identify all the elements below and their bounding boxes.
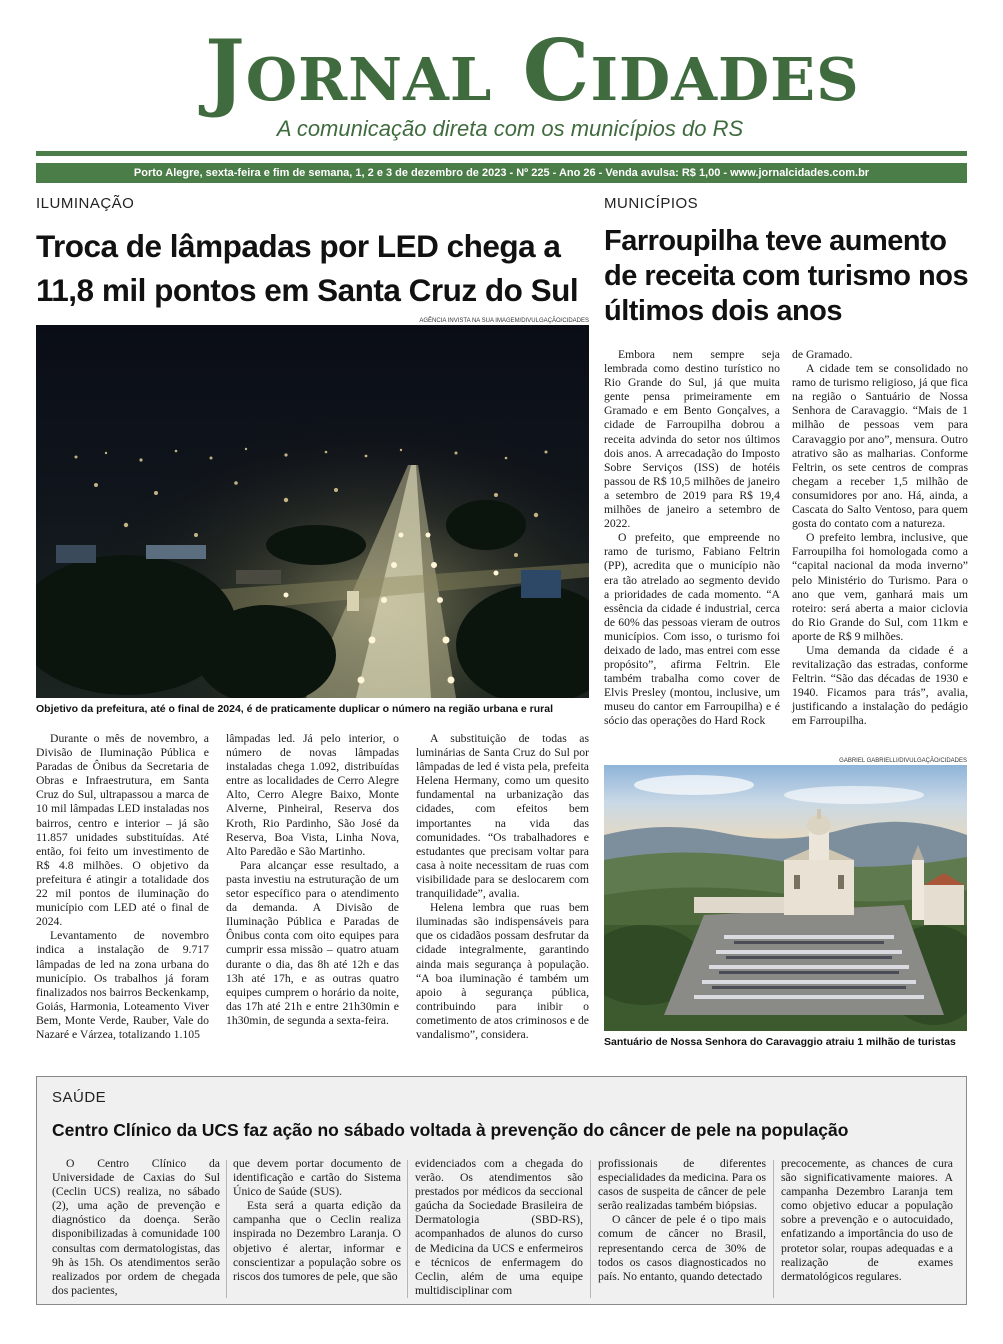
photo-caption-lighting: Objetivo da prefeitura, até o final de 2024, é de praticamente duplicar o número na região urbana e rural <box>36 703 553 715</box>
paragraph: Embora nem sempre seja lembrada como destino turístico no Rio Grande do Sul, já que muita gente pensa primeiramente em Gramado e em Bento Gonçalves, a cidade de Farroupilha dobrou a receita advinda do setor nos últimos dois anos. A arrecadação do Imposto Sobre Serviços (ISS) de hotéis passou de R$ 10,5 milhões de janeiro a setembro de 2019 para R$ 19,4 milhões de janeiro a setembro de 2022. <box>604 348 780 531</box>
health-column-1 <box>52 1157 220 1298</box>
newspaper-title: Jornal Cidades <box>205 21 860 120</box>
health-column-4 <box>598 1157 766 1284</box>
paragraph: Uma demanda da cidade é a revitalização das estradas, conforme Feltrin. “São das décadas de 1930 e 1940. Ficamos para trás”, avalia, justificando a instalação do pedágio em Farroupilha. <box>792 643 968 728</box>
paragraph: O Centro Clínico da Universidade de Caxias do Sul (Ceclin UCS) realiza, no sábado (2), uma ação de prevenção e diagnóstico da doença. Serão disponibilizadas à comunidade 100 consultas com dermatologistas, das 9h às 15h. Os atendimentos serão realizados por ordem de chegada dos pacientes, <box>52 1157 220 1297</box>
article-column-4 <box>604 348 780 729</box>
health-column-3 <box>415 1157 583 1298</box>
article-column-2 <box>226 732 399 1028</box>
paragraph: O câncer de pele é o tipo mais comum de câncer no Brasil, representando cerca de 30% de todos os casos diagnosticados no país. No entanto, quando detectado <box>598 1213 766 1283</box>
column-divider <box>590 1160 591 1298</box>
article-column-3 <box>416 732 589 1042</box>
headline-lighting: Troca de lâmpadas por LED chega a 11,8 mil pontos em Santa Cruz do Sul <box>36 228 579 308</box>
photo-credit-lighting: AGÊNCIA INVISTA NA SUA IMAGEM/DIVULGAÇÃO/CIDADES <box>419 318 589 324</box>
article-column-5 <box>792 348 968 729</box>
paragraph: lâmpadas led. Já pelo interior, o número de novas lâmpadas instaladas chega 1.092, distribuídas entre as localidades de Cerro Alegre Alto, Cerro Alegre Baixo, Monte Alverne, Pinheiral, Reserva dos Kroth, Rio Pardinho, São José da Reserva, Boa Vista, Linha Nova, Alto Paredão e São Martinho. <box>226 732 399 858</box>
paragraph: Esta será a quarta edição da campanha que o Ceclin realiza inspirada no Dezembro Laranja. O objetivo é alertar, informar e conscientizar a população sobre os riscos dos tumores de pele, que são <box>233 1199 401 1283</box>
dateline-bar: Porto Alegre, sexta-feira e fim de semana, 1, 2 e 3 de dezembro de 2023 - Nº 225 - Ano 26 - Venda avulsa: R$ 1,00 - www.jornalcidades.com.br <box>36 163 967 183</box>
sanctuary-aerial-photo <box>604 765 967 1031</box>
photo-credit-tourism: GABRIEL GABRIELLI/DIVULGAÇÃO/CIDADES <box>839 758 967 764</box>
article-column-1 <box>36 732 209 1042</box>
newspaper-tagline: A comunicação direta com os municípios do RS <box>276 116 744 141</box>
paragraph: A substituição de todas as luminárias de Santa Cruz do Sul por lâmpadas de led é vista pela, prefeita Helena Hermany, como um quesito fundamental na urbanização das cidades, com efeitos bem importantes na vida das comunidades. “Os trabalhadores e estudantes que precisam voltar para casa à noite necessitam de ruas com visibilidade para se deslocarem com tranquilidade”, avalia. <box>416 732 589 901</box>
section-label-health: SAÚDE <box>52 1089 107 1106</box>
headline-tourism: Farroupilha teve aumento de receita com turismo nos últimos dois anos <box>604 225 969 327</box>
column-divider <box>773 1160 774 1298</box>
paragraph: Levantamento de novembro indica a instalação de 9.717 lâmpadas de led na zona urbana do município. Os trabalhos já foram finalizados nos bairros Beckenkamp, Goiás, Harmonia, Loteamento Viver Bem, Monte Verde, Rauber, Vale do Nazaré e Várzea, totalizando 1.105 <box>36 929 209 1041</box>
paragraph: Durante o mês de novembro, a Divisão de Iluminação Pública e Paradas de Ônibus da Secretaria de Obras e Infraestrutura, em Santa Cruz do Sul, ultrapassou a marca de 10 mil lâmpadas LED instaladas nos bairros, centro e interior – já são 11.857 unidades substituídas. Até então, foi feito um investimento de R$ 4.8 milhões. O objetivo da prefeitura é atingir a totalidade dos 22 mil pontos de iluminação do município com LED até o final de 2024. <box>36 732 209 929</box>
paragraph: O prefeito, que empreende no ramo de turismo, Fabiano Feltrin (PP), acredita que o município não era tão atrelado ao segmento devido a prioridades de cada momento. “A essência da cidade é industrial, cerca de 60% das pessoas vieram de outros municípios. Com isso, o turismo foi deixado de lado, mas entrei com esse propósito”, afirma Feltrin. Ele também trabalha como cover de Elvis Presley (montou, inclusive, um museu do cantor em Farroupilha) e é sócio das operações do Hard Rock <box>604 531 780 728</box>
paragraph: que devem portar documento de identificação e cartão do Sistema Único de Saúde (SUS). <box>233 1157 401 1199</box>
photo-caption-tourism: Santuário de Nossa Senhora do Caravaggio atraiu 1 milhão de turistas <box>604 1036 956 1048</box>
paragraph: A cidade tem se consolidado no ramo de turismo religioso, já que fica na região o Santuário de Nossa Senhora de Caravaggio. “Mais de 1 milhão de pessoas vem para Caravaggio por ano”, mensura. Outro atrativo são as malharias. Conforme Feltrin, os sete centros de compras chegam a receber 1,5 milhão de consumidores por ano. Há, ainda, a Cascata do Salto Ventoso, para quem gosta do contato com a natureza. <box>792 362 968 531</box>
masthead-rule <box>36 151 967 156</box>
column-divider <box>407 1160 408 1298</box>
paragraph: de Gramado. <box>792 348 853 361</box>
paragraph: Helena lembra que ruas bem iluminadas são indispensáveis para que os cidadãos possam desfrutar da cidade integralmente, garantindo ainda mais segurança à população. “A boa iluminação é também um apoio à segurança pública, contribuindo para inibir o cometimento de atos criminosos e de vandalismo”, considera. <box>416 901 589 1041</box>
health-column-2 <box>233 1157 401 1284</box>
section-label-municipalities: MUNICÍPIOS <box>604 195 699 212</box>
paragraph: precocemente, as chances de cura são significativamente maiores. A campanha Dezembro Laranja tem como objetivo educar a população sobre a prevenção e o autocuidado, enfatizando a importância do uso de protetor solar, roupas adequadas e a realização de exames dermatológicos regulares. <box>781 1157 953 1283</box>
paragraph: profissionais de diferentes especialidades da medicina. Para os casos de suspeita de câncer de pele serão realizadas também biópsias. <box>598 1157 766 1213</box>
paragraph: Para alcançar esse resultado, a pasta investiu na estruturação de um setor específico para o atendimento da demanda. A Divisão de Iluminação Pública e Paradas de Ônibus conta com oito equipes para cumprir essa missão – quatro atuam durante o dia, das 8h até 12h e das 13h até 17h, e as outras quatro equipes cumprem o horário da noite, das 17h até 21h e entre 21h30min e 1h30min, de segunda a sexta-feira. <box>226 858 399 1027</box>
section-label-lighting: ILUMINAÇÃO <box>36 195 135 212</box>
paragraph: evidenciados com a chegada do verão. Os atendimentos são prestados por médicos da seccional gaúcha da Sociedade Brasileira de Dermatologia (SBD-RS), acompanhados de alunos do curso de Medicina da UCS e enfermeiros e técnicos de enfermagem do Ceclin, além de uma equipe multidisciplinar com <box>415 1157 583 1297</box>
health-column-5 <box>781 1157 953 1284</box>
column-divider <box>226 1160 227 1298</box>
night-city-aerial-photo <box>36 325 589 698</box>
paragraph: O prefeito lembra, inclusive, que Farroupilha foi homologada como a “capital nacional da moda inverno” pelo Ministério do Turismo. Para o ano que vem, ganhará mais um roteiro: será aberta a maior ciclovia do Rio Grande do Sul, com 11km e aporte de R$ 9 milhões. <box>792 531 968 643</box>
headline-health: Centro Clínico da UCS faz ação no sábado voltada à prevenção do câncer de pele na população <box>52 1120 849 1140</box>
